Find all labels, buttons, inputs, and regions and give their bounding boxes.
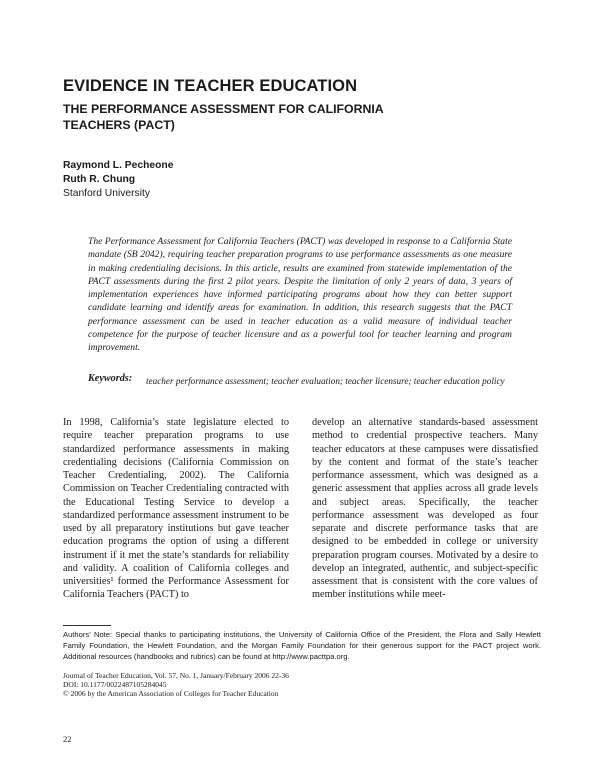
article-section-title: EVIDENCE IN TEACHER EDUCATION xyxy=(63,77,358,95)
page-number: 22 xyxy=(63,734,72,744)
author-affiliation: Stanford University xyxy=(63,188,150,199)
journal-citation: Journal of Teacher Education, Vol. 57, No. 1, January/February 2006 22-36 xyxy=(63,671,289,680)
body-text-left-column: In 1998, California’s state legislature elected to require teacher preparation programs to use standardized performance assessments in making credentialing decisions (California Commission on Teacher Credentialing, 2002). The California Commission on Teacher Credentialing contracted with the Educational Testing Service to develop a standardized performance assessment instrument to be used by all preparatory institutions but gave teacher education programs the option of using a different instrument if it met the state’s standards for reliability and validity. A coalition of California colleges and universities¹ formed the Performance Assessment for California Teachers (PACT) to xyxy=(63,417,289,601)
author-name: Raymond L. Pecheone xyxy=(63,160,174,171)
copyright-line: © 2006 by the American Association of Colleges for Teacher Education xyxy=(63,689,279,698)
author-name: Ruth R. Chung xyxy=(63,174,136,185)
doi-line: DOI: 10.1177/0022487105284045 xyxy=(63,680,167,689)
body-text-right-column: develop an alternative standards-based assessment method to credential prospective teachers. Many teacher educators at these campuses were dissatisfied by the content and format of the state’s teacher performance assessment, which was designed as a generic assessment that applies across all grade levels and subject areas. Specifically, the teacher performance assessment was developed as four separate and discrete performance tasks that are designed to be embedded in college or university preparation program courses. Motivated by a desire to develop an integrated, authentic, and subject-specific assessment that is consistent with the core values of member institutions while meet- xyxy=(312,417,538,601)
article-title: THE PERFORMANCE ASSESSMENT FOR CALIFORNIA TEACHERS (PACT) xyxy=(63,102,384,132)
abstract: The Performance Assessment for California Teachers (PACT) was developed in response to a California State mandate (SB 2042), requiring teacher preparation programs to use performance assessments as one measure in making credentialing decisions. In this article, results are examined from statewide implementation of the PACT assessments during the first 2 pilot years. Despite the limitation of only 2 years of data, 3 years of implementation experiences have informed participating programs about how they can better support candidate learning and identify areas for examination. In addition, this research suggests that the PACT performance assessment can be used in teacher education as a valid measure of individual teacher competence for the purpose of teacher licensure and as a powerful tool for teacher learning and program improvement. xyxy=(88,236,512,354)
keywords-text: teacher performance assessment; teacher evaluation; teacher licensure; teacher education policy xyxy=(146,376,505,386)
keywords-label: Keywords: xyxy=(88,373,133,384)
authors-note: Authors’ Note: Special thanks to participating institutions, the University of California Office of the President, the Flora and Sally Hewlett Family Foundation, the Hewlett Foundation, and the Morgan Family Foundation for their generous support for the PACT project work. Additional resources (handbooks and rubrics) can be found at http://www.pacttpa.org. xyxy=(63,630,541,661)
footnote-divider xyxy=(63,625,111,626)
